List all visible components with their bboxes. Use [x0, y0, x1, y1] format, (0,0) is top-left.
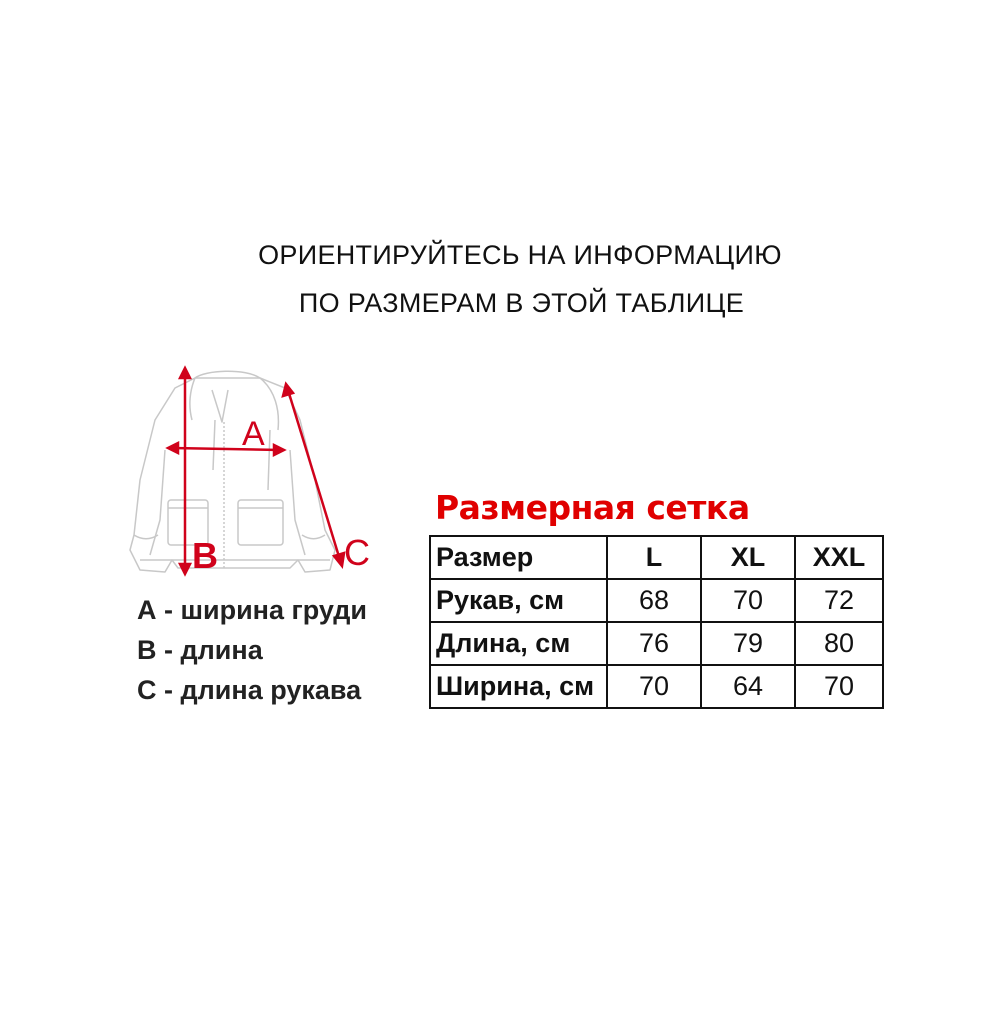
label-b: B — [192, 535, 218, 576]
measurement-legend — [137, 590, 367, 710]
header-cell-size: Размер — [430, 536, 607, 579]
headline-line1: ОРИЕНТИРУЙТЕСЬ НА ИНФОРМАЦИЮ — [258, 240, 782, 270]
table-cell: 80 — [795, 622, 883, 665]
size-table — [429, 535, 884, 709]
header-cell-l: L — [607, 536, 701, 579]
table-cell: 70 — [607, 665, 701, 708]
legend-a: А - ширина груди — [137, 595, 367, 625]
header-cell-xl: XL — [701, 536, 795, 579]
size-grid-title: Размерная сетка — [435, 488, 750, 527]
table-row — [430, 665, 883, 708]
row-label: Рукав, см — [430, 579, 607, 622]
legend-c: С - длина рукава — [137, 675, 362, 705]
table-cell: 68 — [607, 579, 701, 622]
row-label: Ширина, см — [430, 665, 607, 708]
label-a: A — [242, 415, 265, 453]
header-cell-xxl: XXL — [795, 536, 883, 579]
row-label: Длина, см — [430, 622, 607, 665]
table-cell: 64 — [701, 665, 795, 708]
table-cell: 76 — [607, 622, 701, 665]
jacket-illustration — [120, 360, 380, 585]
label-c: C — [344, 532, 370, 573]
headline-line2: ПО РАЗМЕРАМ В ЭТОЙ ТАБЛИЦЕ — [298, 288, 745, 318]
table-row — [430, 579, 883, 622]
table-header-row — [430, 536, 883, 579]
table-row — [430, 622, 883, 665]
jacket-diagram — [120, 360, 380, 585]
table-cell: 79 — [701, 622, 795, 665]
table-cell: 72 — [795, 579, 883, 622]
table-cell: 70 — [701, 579, 795, 622]
table-cell: 70 — [795, 665, 883, 708]
legend-b: В - длина — [137, 635, 263, 665]
